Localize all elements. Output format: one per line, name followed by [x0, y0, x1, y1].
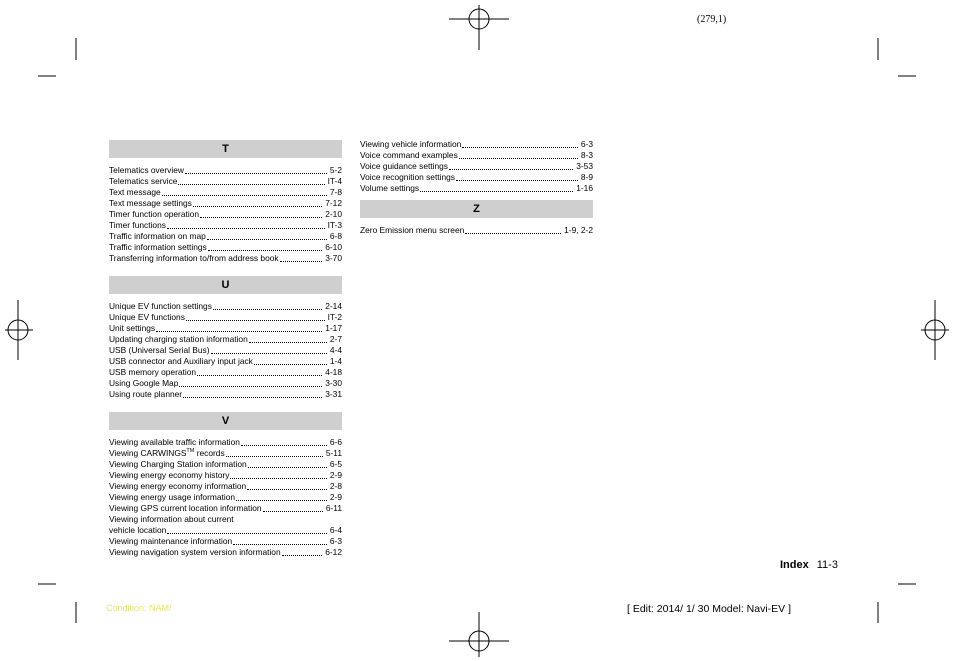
entry-name-suffix: records	[194, 448, 225, 458]
index-entry	[109, 323, 342, 334]
index-entry-name	[109, 503, 262, 514]
index-entry-name	[109, 253, 279, 264]
index-entry	[109, 187, 342, 198]
dot-leader	[211, 353, 327, 354]
index-entry-name	[360, 172, 455, 183]
index-entry	[109, 378, 342, 389]
index-entry-name	[109, 448, 225, 459]
index-entry-page: IT-4	[327, 176, 342, 186]
index-entry-name	[109, 525, 166, 536]
index-entry	[109, 356, 342, 367]
index-entry-page: 1-16	[576, 183, 593, 193]
dot-leader	[156, 331, 322, 332]
index-section	[109, 276, 342, 400]
entry-name-text: Text message	[109, 187, 161, 197]
index-entry-name	[109, 378, 178, 389]
index-entry	[109, 231, 342, 242]
dot-leader	[207, 239, 327, 240]
dot-leader	[185, 173, 327, 174]
index-entry-name	[109, 176, 177, 187]
index-entry-name	[360, 150, 458, 161]
dot-leader	[226, 456, 323, 457]
index-entry	[109, 312, 342, 323]
index-entry	[109, 176, 342, 187]
index-entry-name	[109, 187, 161, 198]
footer-page-number: 11-3	[816, 559, 838, 571]
index-entry-name	[109, 301, 212, 312]
index-entry-name	[109, 231, 206, 242]
entry-name-text: Viewing energy economy history	[109, 470, 230, 480]
index-entry-page: 3-31	[325, 389, 342, 399]
index-entry	[109, 345, 342, 356]
page-footer	[780, 559, 838, 571]
dot-leader	[230, 478, 326, 479]
page-code: (279,1)	[697, 14, 727, 25]
index-entry-page: 6-5	[329, 459, 342, 469]
entry-name-text: Timer functions	[109, 220, 166, 230]
index-entry-name	[109, 220, 166, 231]
dot-leader	[197, 375, 322, 376]
index-entry-name	[360, 139, 461, 150]
dot-leader	[247, 489, 327, 490]
index-entry-page: 5-2	[329, 165, 342, 175]
index-entry-page: 4-18	[325, 367, 342, 377]
entry-name-text: Viewing Charging Station information	[109, 459, 247, 469]
index-entry-page: 2-9	[329, 492, 342, 502]
dot-leader	[456, 180, 578, 181]
index-entry	[109, 220, 342, 231]
index-entry-page: 1-17	[325, 323, 342, 333]
index-entry	[360, 172, 593, 183]
index-entry-name	[109, 536, 232, 547]
dot-leader	[254, 364, 327, 365]
index-entry-name	[109, 437, 240, 448]
dot-leader	[167, 533, 327, 534]
index-entry-name	[109, 198, 192, 209]
index-entry-page: 6-6	[329, 437, 342, 447]
index-entry	[360, 161, 593, 172]
dot-leader	[236, 500, 327, 501]
index-entry	[360, 150, 593, 161]
dot-leader	[179, 386, 322, 387]
index-entry	[109, 334, 342, 345]
condition-label: Condition: NAM/	[106, 603, 172, 613]
entry-name-text: Traffic information settings	[109, 242, 207, 252]
index-entry-page: 4-4	[329, 345, 342, 355]
index-entry	[109, 448, 342, 459]
edit-info: [ Edit: 2014/ 1/ 30 Model: Navi-EV ]	[627, 603, 792, 615]
index-section	[109, 140, 342, 264]
index-entry-name	[109, 470, 229, 481]
index-column-right	[360, 139, 593, 248]
index-entry-name	[109, 356, 253, 367]
index-entry-name	[109, 345, 210, 356]
index-entry	[109, 198, 342, 209]
index-entry-name	[109, 242, 207, 253]
entry-name-text: Voice recognition settings	[360, 172, 455, 182]
entry-name-text: Telematics service	[109, 176, 178, 186]
index-entry-page: 3-53	[576, 161, 593, 171]
index-entry-page: 6-4	[329, 525, 342, 535]
index-entry-page: 2-9	[329, 470, 342, 480]
dot-leader	[178, 184, 324, 185]
entry-name-text: Updating charging station information	[109, 334, 248, 344]
entry-name-text: Viewing available traffic information	[109, 437, 240, 447]
index-column-left	[109, 140, 342, 570]
index-entry	[109, 459, 342, 470]
section-letter-header: V	[109, 412, 342, 430]
index-entry-page: 5-11	[325, 448, 342, 458]
dot-leader	[233, 544, 327, 545]
section-letter-header: Z	[360, 200, 593, 218]
entry-name-text: Volume settings	[360, 183, 420, 193]
index-entry	[109, 367, 342, 378]
index-entry-page: 1-9, 2-2	[564, 225, 593, 235]
dot-leader	[449, 169, 573, 170]
dot-leader	[462, 147, 578, 148]
registration-mark-left	[5, 300, 33, 360]
index-entry-page: 7-12	[325, 198, 342, 208]
entry-name-text: Unit settings	[109, 323, 156, 333]
entry-name-text: Text message settings	[109, 198, 192, 208]
entry-name-text: Viewing navigation system version information	[109, 547, 281, 557]
index-entry-page: 6-10	[325, 242, 342, 252]
index-entry	[109, 481, 342, 492]
index-entry-name	[360, 161, 448, 172]
index-entry	[109, 470, 342, 481]
entry-name-text: Using Google Map	[109, 378, 179, 388]
entry-name-text: Voice guidance settings	[360, 161, 448, 171]
entry-name-text: Viewing maintenance information	[109, 536, 233, 546]
index-entry-name	[109, 323, 155, 334]
index-entry-page: 2-10	[325, 209, 342, 219]
index-entry	[360, 225, 593, 236]
index-entry-name	[109, 514, 234, 525]
dot-leader	[208, 250, 322, 251]
section-letter-header: U	[109, 276, 342, 294]
index-entry	[109, 242, 342, 253]
dot-leader	[167, 228, 325, 229]
entry-name-text: Viewing GPS current location information	[109, 503, 262, 513]
index-entry-page: IT-3	[327, 220, 342, 230]
index-entry-name	[109, 209, 199, 220]
dot-leader	[183, 397, 322, 398]
index-entry-page: 2-14	[325, 301, 342, 311]
registration-mark-top	[449, 5, 509, 50]
index-entry-page: IT-2	[327, 312, 342, 322]
dot-leader	[186, 320, 325, 321]
index-entry	[109, 492, 342, 503]
entry-name-text: Telematics overview	[109, 165, 184, 175]
index-entry-name	[109, 367, 196, 378]
index-section	[109, 412, 342, 558]
index-entry	[360, 139, 593, 150]
entry-name-text: Transferring information to/from address book	[109, 253, 279, 263]
dot-leader	[241, 445, 327, 446]
entry-name-text: Unique EV function settings	[109, 301, 212, 311]
index-entry	[109, 547, 342, 558]
dot-leader	[280, 261, 323, 262]
entry-name-text: Voice command examples	[360, 150, 458, 160]
index-entry-name	[360, 183, 419, 194]
dot-leader	[248, 467, 327, 468]
index-entry-name	[109, 547, 281, 558]
entry-name-text: Traffic information on map	[109, 231, 206, 241]
entry-name-text: Unique EV functions	[109, 312, 185, 322]
entry-name-text: USB (Universal Serial Bus)	[109, 345, 210, 355]
index-entry-page: 3-70	[325, 253, 342, 263]
index-continued-list	[360, 139, 593, 194]
index-entry-name	[109, 459, 247, 470]
entry-name-text: Using route planner	[109, 389, 183, 399]
dot-leader	[282, 555, 323, 556]
entry-name-text: Viewing CARWINGS	[109, 448, 187, 458]
dot-leader	[213, 309, 322, 310]
index-entry-name	[360, 225, 464, 236]
index-entry	[360, 183, 593, 194]
entry-name-text: Viewing energy economy information	[109, 481, 247, 491]
index-entry	[109, 514, 342, 525]
index-entry	[109, 389, 342, 400]
dot-leader	[465, 233, 561, 234]
index-entry-page: 8-9	[580, 172, 593, 182]
index-entry-page: 2-7	[329, 334, 342, 344]
dot-leader	[200, 217, 322, 218]
index-entry-page: 2-8	[329, 481, 342, 491]
index-entry-page: 3-30	[325, 378, 342, 388]
index-entry	[109, 536, 342, 547]
section-letter-header: T	[109, 140, 342, 158]
index-entry-name	[109, 334, 248, 345]
entry-name-text: Viewing energy usage information	[109, 492, 236, 502]
dot-leader	[459, 158, 578, 159]
dot-leader	[263, 511, 323, 512]
index-entry-name	[109, 312, 185, 323]
index-entry-page: 6-11	[325, 503, 342, 513]
index-entry-page: 1-4	[329, 356, 342, 366]
dot-leader	[162, 195, 327, 196]
index-entry-page: 6-3	[580, 139, 593, 149]
registration-mark-right	[921, 300, 949, 360]
index-entry-page: 6-12	[325, 547, 342, 557]
entry-name-text: Viewing information about current	[109, 514, 234, 524]
entry-name-text: Zero Emission menu screen	[360, 225, 465, 235]
index-entry	[109, 525, 342, 536]
index-section	[360, 200, 593, 236]
index-entry	[109, 301, 342, 312]
dot-leader	[420, 191, 573, 192]
index-entry-page: 6-3	[329, 536, 342, 546]
index-entry	[109, 503, 342, 514]
dot-leader	[193, 206, 322, 207]
entry-name-text: Viewing vehicle information	[360, 139, 462, 149]
entry-name-text: USB memory operation	[109, 367, 197, 377]
index-entry-name	[109, 481, 246, 492]
index-entry-name	[109, 492, 235, 503]
index-entry-page: 6-8	[329, 231, 342, 241]
index-entry	[109, 209, 342, 220]
registration-mark-bottom	[449, 612, 509, 657]
dot-leader	[249, 342, 327, 343]
index-entry	[109, 253, 342, 264]
index-entry-name	[109, 389, 182, 400]
entry-name-text: Timer function operation	[109, 209, 199, 219]
index-entry	[109, 437, 342, 448]
index-entry-name	[109, 165, 184, 176]
index-entry	[109, 165, 342, 176]
index-entry-page: 8-3	[580, 150, 593, 160]
entry-name-text: USB connector and Auxiliary input jack	[109, 356, 253, 366]
trademark-superscript: TM	[186, 448, 195, 455]
entry-name-text: vehicle location	[109, 525, 167, 535]
footer-index-label: Index	[780, 559, 809, 571]
index-entry-page: 7-8	[329, 187, 342, 197]
